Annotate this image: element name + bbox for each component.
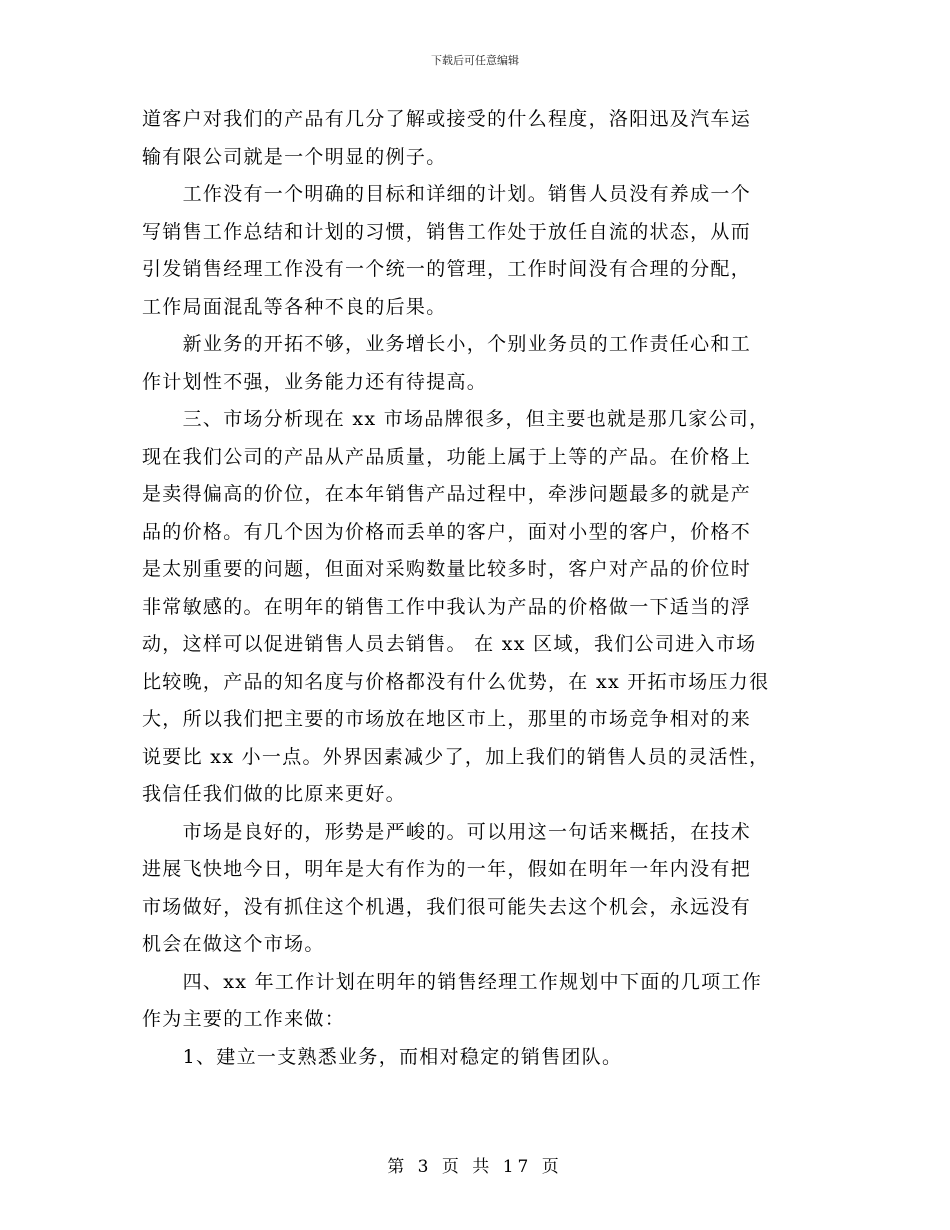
text-line: 道客户对我们的产品有几分了解或接受的什么程度，洛阳迅及汽车运 [142,108,752,130]
document-body [142,101,802,1076]
text-line: 工作没有一个明确的目标和详细的计划。销售人员没有养成一个 [142,183,752,205]
text-line: 市场是良好的，形势是严峻的。可以用这一句话来概括，在技术 [142,820,752,843]
text-line: 大，所以我们把主要的市场放在地区市上，那里的市场竞争相对的来 [142,708,752,730]
text-line: 三、市场分析现在 xx 市场品牌很多，但主要也就是那几家公司， [142,408,770,430]
text-line: 我信任我们做的比原来更好。 [142,783,406,805]
text-line: 输有限公司就是一个明显的例子。 [142,145,447,168]
text-line: 新业务的开拓不够，业务增长小，个别业务员的工作责任心和工 [142,333,752,355]
text-line: 机会在做这个市场。 [142,933,325,955]
text-line: 引发销售经理工作没有一个统一的管理，工作时间没有合理的分配， [142,258,752,280]
text-line: 非常敏感的。在明年的销售工作中我认为产品的价格做一下适当的浮 [142,595,752,618]
text-line: 是太别重要的问题，但面对采购数量比较多时，客户对产品的价位时 [142,558,752,580]
text-line: 工作局面混乱等各种不良的后果。 [142,295,447,318]
text-line: 作计划性不强，业务能力还有待提高。 [142,370,488,393]
text-line: 1、建立一支熟悉业务，而相对稳定的销售团队。 [142,1045,623,1068]
text-line: 四、xx 年工作计划在明年的销售经理工作规划中下面的几项工作 [142,970,763,993]
text-line: 说要比 xx 小一点。外界因素减少了，加上我们的销售人员的灵活性， [142,745,770,768]
text-line: 动，这样可以促进销售人员去销售。 在 xx 区域，我们公司进入市场 [142,633,757,655]
text-line: 进展飞快地今日，明年是大有作为的一年，假如在明年一年内没有把 [142,858,752,880]
page-header: 下载后可任意编辑 [431,54,519,67]
page-footer: 第 3 页 共 17 页 [387,1157,563,1177]
text-line: 写销售工作总结和计划的习惯，销售工作处于放任自流的状态，从而 [142,220,752,243]
text-line: 作为主要的工作来做： [142,1008,346,1030]
text-line: 比较晚，产品的知名度与价格都没有什么优势，在 xx 开拓市场压力很 [142,670,770,693]
text-line: 是卖得偏高的价位，在本年销售产品过程中，牵涉问题最多的就是产 [142,483,752,505]
text-line: 现在我们公司的产品从产品质量，功能上属于上等的产品。在价格上 [142,445,752,468]
text-line: 市场做好，没有抓住这个机遇，我们很可能失去这个机会，永远没有 [142,895,752,918]
text-line: 品的价格。有几个因为价格而丢单的客户，面对小型的客户，价格不 [142,520,752,543]
